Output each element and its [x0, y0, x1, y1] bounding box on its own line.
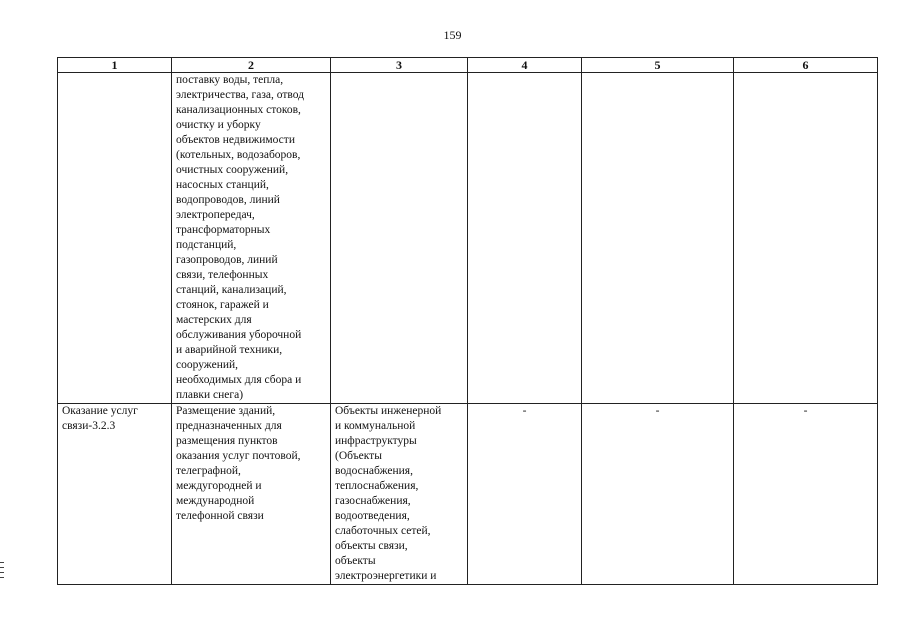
row-2-cell-5 [582, 404, 734, 585]
table-row [58, 73, 878, 404]
row-1-cell-3 [331, 73, 468, 404]
row-2-cell-2-text: Размещение зданий, предназначенных для размещения пунктов оказания услуг почтовой, телеграфной, междугородней и международной телефонной связи [176, 405, 301, 522]
table-row [58, 404, 878, 585]
land-use-table [57, 57, 878, 585]
header-col-5: 5 [582, 58, 734, 73]
row-1-cell-5 [582, 73, 734, 404]
table-header [58, 58, 878, 73]
row-2-cell-3 [331, 404, 468, 585]
row-2-cell-4 [468, 404, 582, 585]
scan-edge-mark [0, 572, 4, 573]
row-2-cell-2 [172, 404, 331, 585]
row-1-cell-1 [58, 73, 172, 404]
row-1-cell-6 [734, 73, 878, 404]
page-number: 159 [443, 28, 462, 42]
header-col-6: 6 [734, 58, 878, 73]
header-col-2: 2 [172, 58, 331, 73]
table-body [58, 73, 878, 585]
row-2-cell-3-text: Объекты инженерной и коммунальной инфраструктуры (Объекты водоснабжения, теплоснабжения, газоснабжения, водоотведения, слаботочных сетей, объекты связи, объекты электроэнергетики и [335, 405, 442, 582]
row-2-cell-4-text: - [522, 405, 527, 417]
scan-edge-mark [0, 577, 4, 578]
row-1-cell-2-text: поставку воды, тепла, электричества, газа, отвод канализационных стоков, очистку и уборку объектов недвижимости (котельных, водозаборов, очистных сооружений, насосных станций, водопроводов, линий электропередач, трансформаторных подстанций, газопроводов, линий связи, телефонных станций, канализаций, стоянок, гаражей и мастерских для обслуживания уборочной и аварийной техники, сооружений, необходимых для сбора и плавки снега) [176, 74, 304, 401]
header-col-3: 3 [331, 58, 468, 73]
row-2-cell-5-text: - [655, 405, 660, 417]
row-2-cell-1 [58, 404, 172, 585]
row-2-cell-6 [734, 404, 878, 585]
header-col-4: 4 [468, 58, 582, 73]
row-1-cell-4 [468, 73, 582, 404]
row-1-cell-2 [172, 73, 331, 404]
header-col-1: 1 [58, 58, 172, 73]
row-2-cell-1-text: Оказание услуг связи-3.2.3 [62, 405, 138, 432]
header-row [58, 58, 878, 73]
row-2-cell-6-text: - [803, 405, 808, 417]
scan-edge-mark [0, 567, 4, 568]
scan-edge-mark [0, 562, 4, 563]
